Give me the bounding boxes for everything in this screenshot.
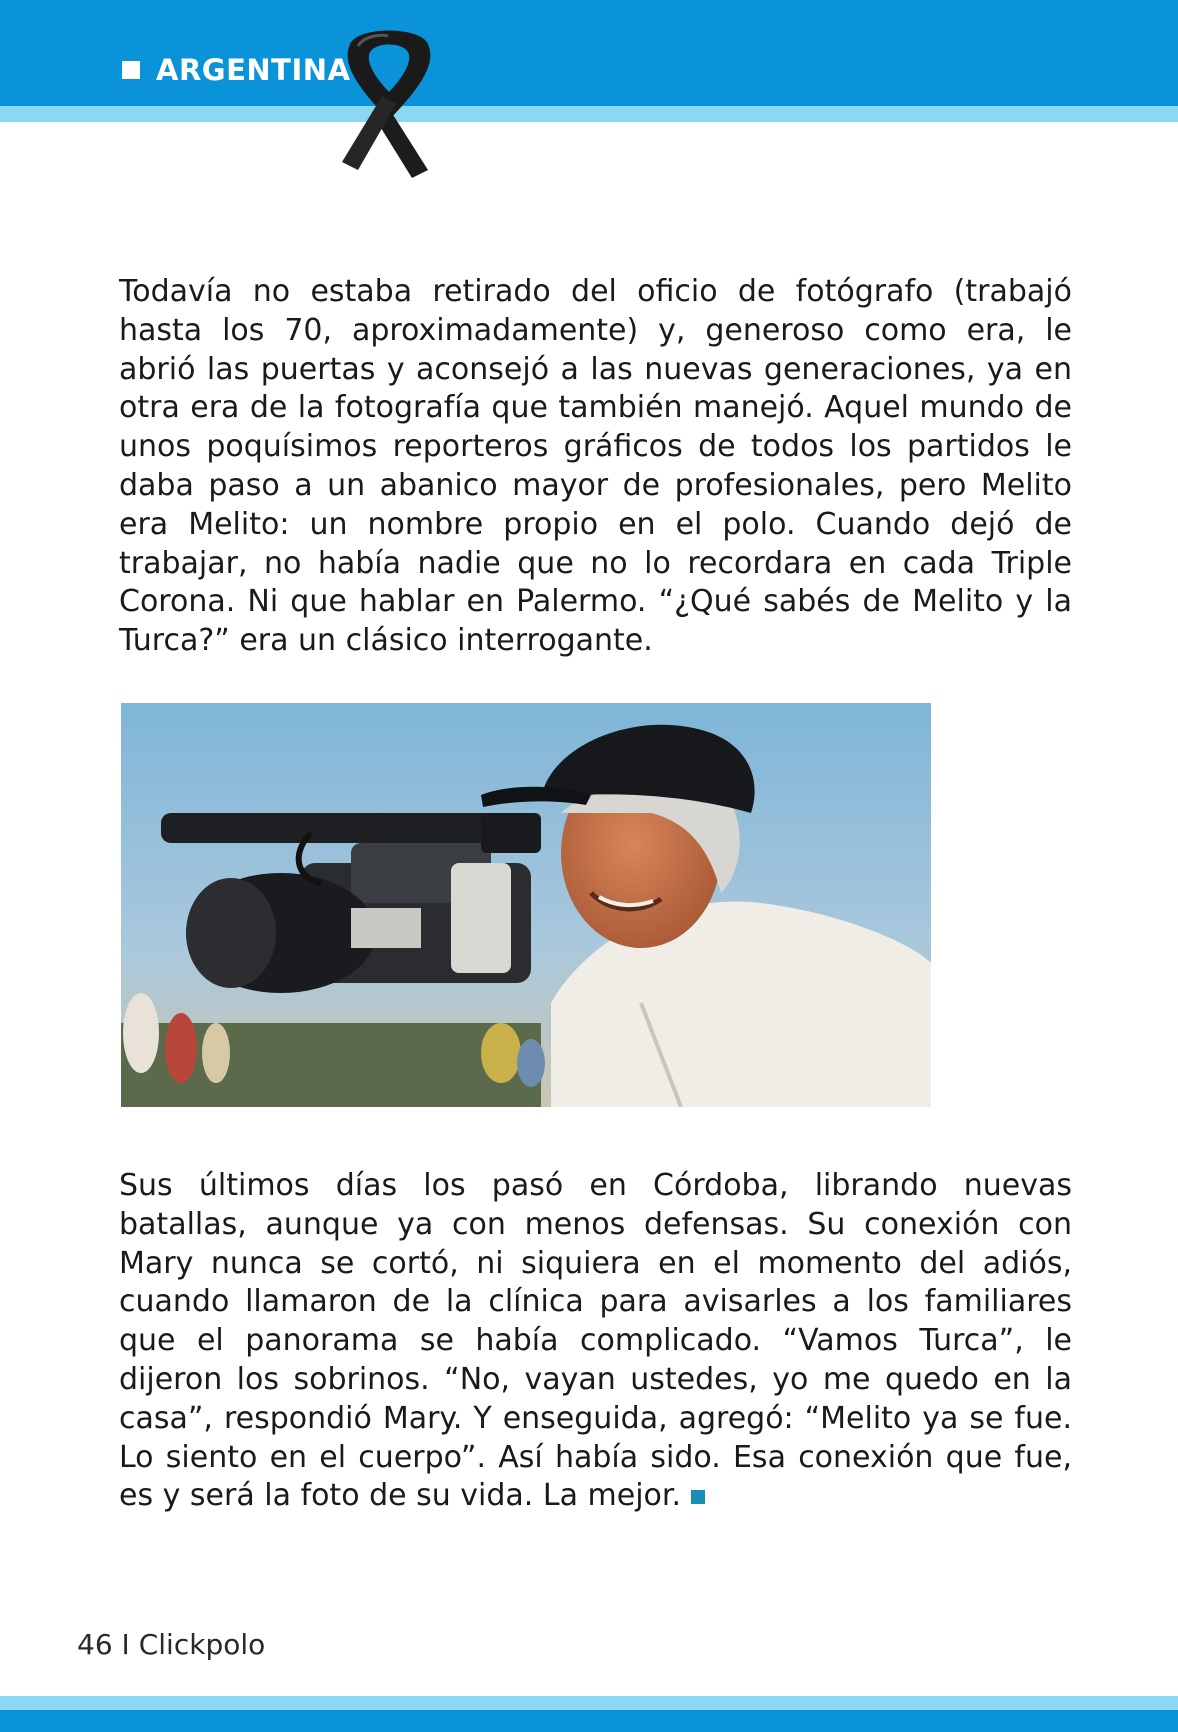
article-end-mark-icon [691,1490,705,1504]
footer-separator: I [121,1628,130,1661]
page-footer [77,1628,265,1661]
footer-band [0,1710,1178,1732]
article-paragraph-1: Todavía no estaba retirado del oficio de fotógrafo (trabajó hasta los 70, aproximadamente) y, generoso como era, le abrió las puertas y aconsejó a las nuevas generaciones, ya en otra era de la fotografía que también manejó. Aquel mundo de unos poquísimos reporteros gráficos de todos los partidos le daba paso a un abanico mayor de profesionales, pero Melito era Melito: un nombre propio en el polo. Cuando dejó de trabajar, no había nadie que no lo recordara en cada Triple Corona. Ni que hablar en Palermo. “¿Qué sabés de Melito y la Turca?” era un clásico interrogante. [119,274,1072,659]
article-photo [121,703,931,1107]
page-number: 46 [77,1628,113,1661]
footer-stripe [0,1696,1178,1710]
section-label [122,50,350,90]
photographer-with-camera-image [121,703,931,1107]
magazine-name: Clickpolo [138,1628,266,1661]
article-paragraph-2 [119,1167,1072,1516]
header-stripe [0,106,1178,122]
section-square-icon [122,61,140,79]
article-paragraph-2-text: Sus últimos días los pasó en Córdoba, librando nuevas batallas, aunque ya con menos defensas. Su conexión con Mary nunca se cortó, ni siquiera en el momento del adiós, cuando llamaron de la clínica para avisarles a los familiares que el panorama se había complicado. “Vamos Turca”, le dijeron los sobrinos. “No, vayan ustedes, yo me quedo en la casa”, respondió Mary. Y enseguida, agregó: “Melito ya se fue. Lo siento en el cuerpo”. Así había sido. Esa conexión que fue, es y será la foto de su vida. La mejor. [119,1168,1072,1514]
black-ribbon-icon [336,22,442,184]
section-label-text: ARGENTINA [156,53,351,87]
